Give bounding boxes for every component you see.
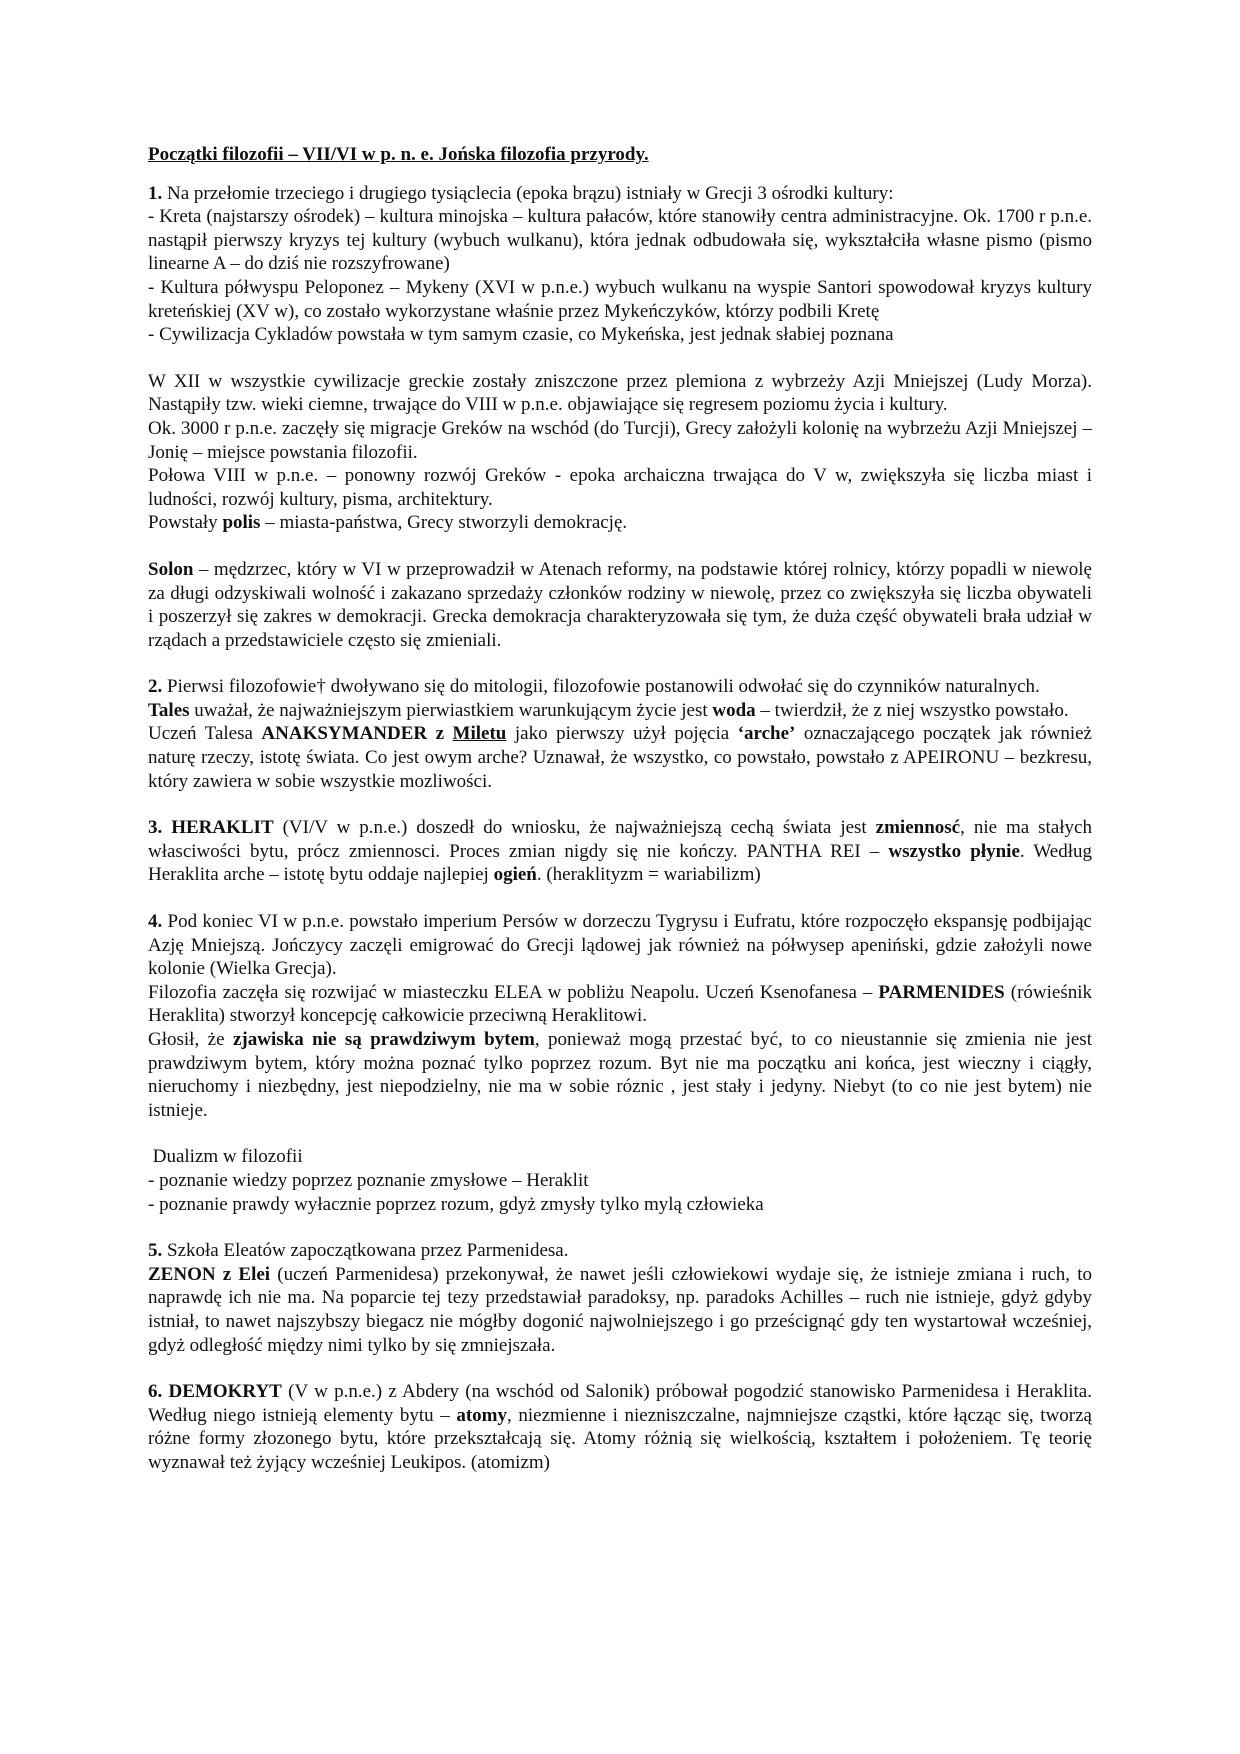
section-4: [148, 910, 1092, 1122]
zenon-paragraph: [148, 1263, 1092, 1357]
tales-paragraph: [148, 699, 1092, 723]
paragraph-text: (rówieśnik Heraklita) stworzył koncepcję całkowicie przeciwną Heraklitowi.: [148, 981, 1092, 1027]
section-6: [148, 1380, 1092, 1474]
solon-paragraph: [148, 558, 1092, 652]
woda-term: woda: [712, 699, 756, 721]
solon-section: [148, 558, 1092, 652]
section-number: 5.: [148, 1240, 163, 1262]
atomy-term: atomy: [456, 1404, 508, 1426]
paragraph-text: Szkoła Eleatów zapoczątkowana przez Parmenidesa.: [162, 1240, 569, 1262]
history-paragraph-4: [148, 511, 1092, 535]
dualizm-section: [148, 1145, 1092, 1216]
wszystko-plynie-term: wszystko płynie: [888, 840, 1020, 862]
document-title: Początki filozofii – VII/VI w p. n. e. Jońska filozofia przyrody.: [148, 144, 649, 165]
paragraph-text: , niezmienne i niezniszczalne, najmniejsze cząstki, które łącząc się, tworzą różne formy złozonego bytu, które przekształcają się. Atomy różnią się wielkością, kształtem i położeniem. Tę teorię wyznawał też żyjący wcześniej Leukipos. (atomizm): [148, 1404, 1092, 1473]
section-1: [148, 182, 1092, 347]
solon-name: Solon: [148, 558, 194, 580]
paragraph-text: (uczeń Parmenidesa) przekonywał, że nawet jeśli człowiekowi wydaje się, że istnieje zmiana i ruch, to naprawdę ich nie ma. Na poparcie tej tezy przedstawiał paradoksy, np. paradoks Achilles – ruch nie istnieje, gdyż gdyby istniał, to nawet najszybszy biegacz nie mógłby dogonić najwolniejszego i go prześcignąć gdy ten wystartował wcześniej, gdyż odległość między nimi tylko by się zmniejszała.: [148, 1263, 1092, 1356]
section-2-intro: [148, 675, 1092, 699]
polis-term: polis: [222, 512, 261, 534]
paragraph-text: Filozofia zaczęła się rozwijać w miasteczku ELEA w pobliżu Neapolu. Uczeń Ksenofanesa –: [148, 981, 879, 1003]
paragraph-text: (VI/V w p.n.e.) doszedł do wniosku, że najważniejszą cechą świata jest: [273, 817, 876, 839]
dualizm-title: Dualizm w filozofii: [148, 1146, 303, 1168]
persia-paragraph: [148, 910, 1092, 981]
zjawiska-term: zjawiska nie są prawdziwym bytem: [232, 1029, 535, 1050]
zmiennosc-term: zmiennosć: [875, 817, 961, 839]
history-section: [148, 370, 1092, 535]
parmenides-paragraph: [148, 1028, 1092, 1122]
section-3: [148, 816, 1092, 887]
parmenides-name: PARMENIDES: [878, 981, 1005, 1003]
miletu-term: Miletu: [452, 723, 507, 745]
section-number: 6. DEMOKRYT: [148, 1381, 282, 1403]
zenon-name: ZENON z Elei: [148, 1263, 271, 1285]
kreta-item: - Kreta (najstarszy ośrodek) – kultura minojska – kultura pałaców, które stanowiły centra administracyjne. Ok. 1700 r p.n.e. nastąpił pierwszy kryzys tej kultury (wybuch wulkanu), która jednak odbudowała się, wykształciła własne pismo (pismo linearne A – do dziś nie rozszyfrowane): [148, 206, 1092, 275]
document-page: [148, 143, 1092, 1475]
paragraph-text: Uczeń Talesa: [148, 723, 262, 745]
paragraph-text: . Według Heraklita arche – istotę bytu oddaje najlepiej: [148, 840, 1093, 886]
paragraph-text: Głosił, że: [148, 1029, 233, 1050]
heraklit-paragraph: [148, 816, 1092, 887]
dualizm-item-2: - poznanie prawdy wyłacznie poprzez rozum, gdyż zmysły tylko mylą człowieka: [148, 1193, 764, 1215]
paragraph-text: jako pierwszy użył pojęcia: [506, 723, 738, 745]
arche-term: ‘arche’: [737, 723, 796, 745]
paragraph-text: – mędzrzec, który w VI w przeprowadził w Atenach reformy, na podstawie której rolnicy, którzy popadli w niewolę za długi odzyskiwali wolność i zakazano sprzedaży członków rodziny w niewolę, przez co zwiększyła się liczba obywateli i poszerzył się zakres w demokracji. Grecka demokracja charakteryzowała się tym, że duża część obywateli brała udział w rządach a przedstawiciele często się zmieniali.: [148, 558, 1092, 651]
section-number: 3. HERAKLIT: [148, 817, 274, 839]
paragraph-text: (V w p.n.e.) z Abdery (na wschód od Salonik) próbował pogodzić stanowisko Parmenidesa i Heraklita. Według niego istnieją elementy bytu –: [148, 1381, 1092, 1426]
history-paragraph-1: W XII w wszystkie cywilizacje greckie zostały zniszczone przez plemiona z wybrzeży Azji Mniejszej (Ludy Morza). Nastąpiły tzw. wieki ciemne, trwające do VIII w p.n.e. objawiające się regresem poziomu życia i kultury.: [148, 370, 1092, 416]
section-1-intro: [148, 182, 1092, 206]
section-5: [148, 1239, 1092, 1357]
section-2: [148, 675, 1092, 793]
paragraph-text: , ponieważ mogą przestać być, to co nieustannie się zmienia nie jest prawdziwym bytem, który można poznać tylko poprzez rozum. Byt nie ma początku ani końca, jest wieczny i ciągły, nieruchomy i niezbędny, jest niepodzielny, nie ma w sobie róznic , jest stały i jedyny. Niebyt (to co nie jest bytem) nie istnieje.: [148, 1029, 1092, 1121]
tales-name: Tales: [148, 699, 190, 721]
paragraph-text: Pod koniec VI w p.n.e. powstało imperium Persów w dorzeczu Tygrysu i Eufratu, które rozpoczęło ekspansję podbijając Azję Mniejszą. Jończycy zaczęli emigrować do Grecji lądowej jak również na półwysep apeniński, gdzie założyli nowe kolonie (Wielka Grecja).: [148, 911, 1092, 980]
paragraph-text: Pierwsi filozofowie† dwoływano się do mitologii, filozofowie postanowili odwołać się do czynników naturalnych.: [162, 676, 1040, 698]
anaksymander-name: ANAKSYMANDER z: [261, 723, 453, 745]
mykeny-item: - Kultura półwyspu Peloponez – Mykeny (XVI w p.n.e.) wybuch wulkanu na wyspie Santori spowodował kryzys kultury kreteńskiej (XV w), co zostało wykorzystane właśnie przez Mykeńczyków, którzy podbili Kretę: [148, 276, 1092, 322]
ogien-term: ogień: [493, 864, 537, 886]
elea-paragraph: [148, 981, 1092, 1028]
paragraph-text: uważał, że najważniejszym pierwiastkiem warunkującym życie jest: [189, 699, 713, 721]
eleaci-paragraph: [148, 1239, 1092, 1263]
cyklady-item: - Cywilizacja Cykladów powstała w tym samym czasie, co Mykeńska, jest jednak słabiej poznana: [148, 324, 894, 346]
paragraph-text: oznaczającego początek jak również naturę rzeczy, istotę świata. Co jest owym arche? Uznawał, że wszystko, co powstało, powstało z APEIRONU – bezkresu, który zawiera w sobie wszystkie mozliwości.: [148, 723, 1092, 792]
paragraph-text: Na przełomie trzeciego i drugiego tysiąclecia (epoka brązu) istniały w Grecji 3 ośrodki kultury:: [162, 182, 894, 204]
paragraph-text: Powstały: [148, 512, 223, 534]
anaksymander-paragraph: [148, 722, 1092, 793]
demokryt-paragraph: [148, 1380, 1092, 1474]
history-paragraph-2: Ok. 3000 r p.n.e. zaczęły się migracje Greków na wschód (do Turcji), Grecy założyli kolonię na wybrzeżu Azji Mniejszej – Jonię – miejsce powstania filozofii.: [148, 417, 1092, 463]
section-number: 1.: [148, 182, 163, 204]
paragraph-text: – twierdził, że z niej wszystko powstało.: [755, 699, 1069, 721]
paragraph-text: – miasta-państwa, Grecy stworzyli demokrację.: [260, 512, 628, 534]
paragraph-text: . (heraklityzm = wariabilizm): [536, 864, 761, 886]
history-paragraph-3: Połowa VIII w p.n.e. – ponowny rozwój Greków - epoka archaiczna trwająca do V w, zwiększyła się liczba miast i ludności, rozwój kultury, pisma, architektury.: [148, 465, 1092, 510]
section-number: 2.: [148, 676, 163, 698]
section-number: 4.: [148, 911, 163, 933]
dualizm-item-1: - poznanie wiedzy poprzez poznanie zmysłowe – Heraklit: [148, 1169, 589, 1191]
paragraph-text: , nie ma stałych własciwości bytu, prócz zmiennosci. Proces zmian nigdy się nie kończy. PANTHA REI –: [148, 817, 1092, 862]
